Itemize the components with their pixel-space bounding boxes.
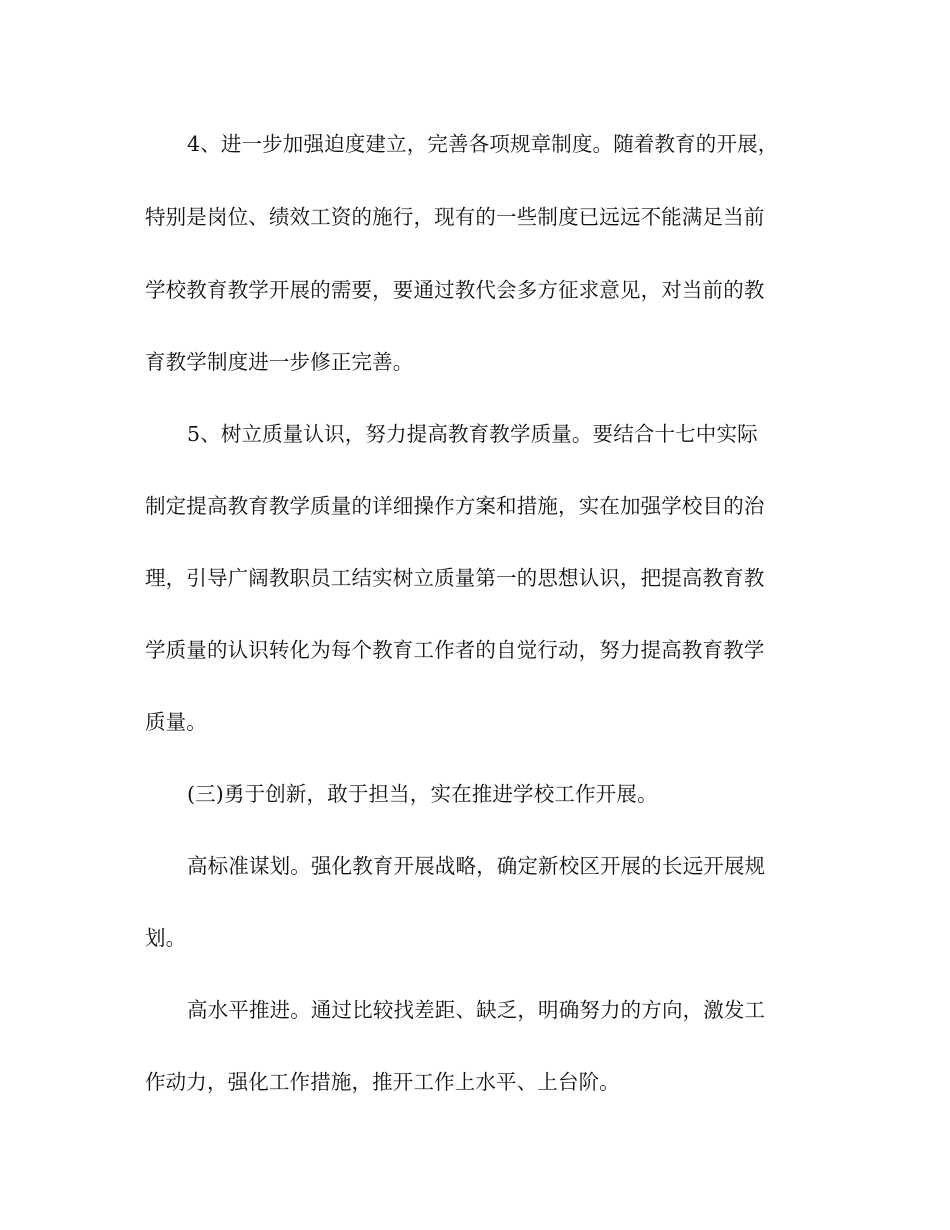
paragraph-advance-line-2: 作动力，强化工作措施，推开工作上水平、上台阶。 [145, 1070, 620, 1094]
paragraph-planning-line-2: 划。 [145, 926, 187, 950]
paragraph-planning-line-1: 高标准谋划。强化教育开展战略，确定新校区开展的长远开展规 [187, 854, 766, 878]
paragraph-5-line-4: 学质量的认识转化为每个教育工作者的自觉行动，努力提高教育教学 [145, 638, 765, 662]
paragraph-advance-line-1: 高水平推进。通过比较找差距、缺乏，明确努力的方向，激发工 [187, 998, 766, 1022]
paragraph-5-line-2: 制定提高教育教学质量的详细操作方案和措施，实在加强学校目的治 [145, 494, 765, 518]
paragraph-4-line-3: 学校教育教学开展的需要，要通过教代会多方征求意见，对当前的教 [145, 278, 765, 302]
paragraph-4-line-4: 育教学制度进一步修正完善。 [145, 350, 414, 374]
paragraph-5-line-5: 质量。 [145, 710, 207, 734]
paragraph-4-line-1: 4、进一步加强迫度建立，完善各项规章制度。随着教育的开展， [187, 132, 779, 156]
paragraph-4-line-2: 特别是岗位、绩效工资的施行，现有的一些制度已远远不能满足当前 [145, 205, 765, 229]
section-heading-3: (三)勇于创新，敢于担当，实在推进学校工作开展。 [187, 782, 658, 806]
paragraph-5-line-1: 5、树立质量认识，努力提高教育教学质量。要结合十七中实际 [187, 422, 758, 446]
paragraph-5-line-3: 理，引导广阔教职员工结实树立质量第一的思想认识，把提高教育教 [145, 566, 765, 590]
